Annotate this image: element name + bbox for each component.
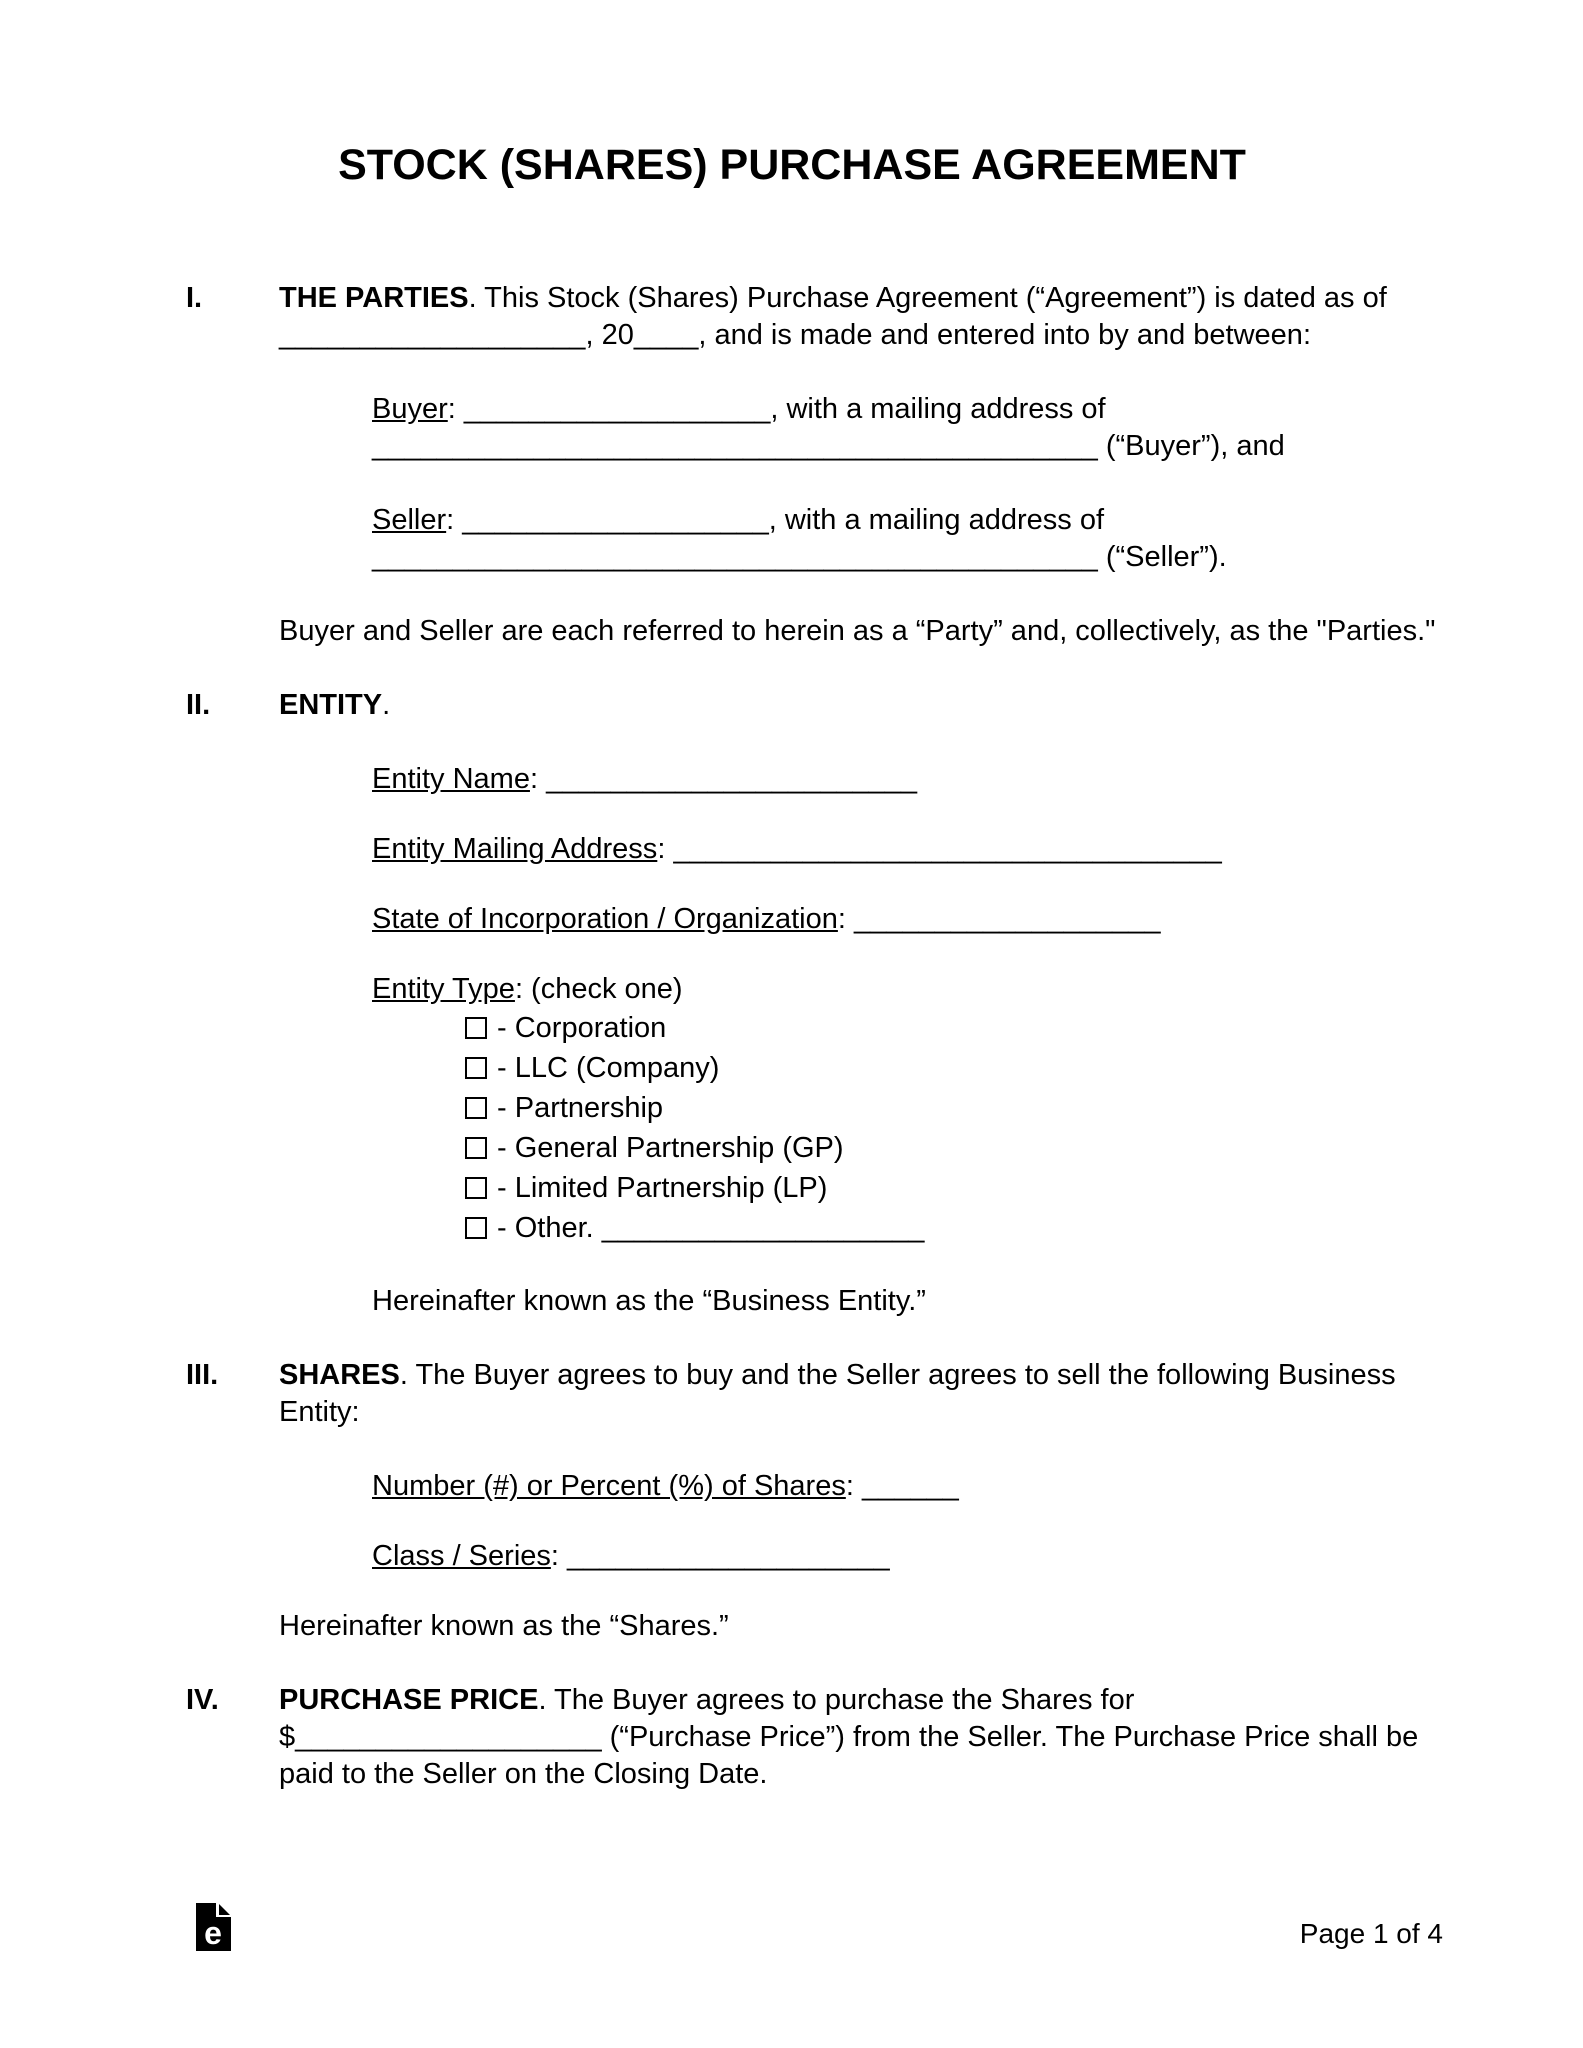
entity-mailing-address-sep: :	[657, 833, 674, 865]
checkbox-general-partnership[interactable]	[465, 1137, 487, 1159]
purchase-price-text-2: (“Purchase Price”) from the Seller. The Purchase Price shall be paid to the Seller on the Closing Date.	[279, 1721, 1419, 1790]
entity-type-suffix: : (check one)	[514, 973, 683, 1005]
buyer-label: Buyer	[372, 393, 448, 425]
class-series-blank[interactable]: ____________________	[567, 1540, 890, 1572]
class-series-row	[372, 1538, 1438, 1575]
option-dash: -	[497, 1212, 507, 1244]
option-corporation-label: Corporation	[514, 1012, 667, 1044]
entity-name-sep: :	[529, 763, 547, 795]
entity-mailing-address-blank[interactable]: __________________________________	[673, 833, 1222, 865]
entity-name-label: Entity Name	[372, 763, 530, 795]
seller-paragraph	[372, 502, 1438, 576]
option-partnership	[465, 1088, 1438, 1128]
buyer-text-1: , with a mailing address of	[770, 393, 1106, 425]
section-numeral-4: IV.	[186, 1684, 219, 1716]
seller-name-blank[interactable]: ___________________	[462, 504, 769, 536]
shares-number-row	[372, 1468, 1438, 1505]
section-entity	[186, 687, 1438, 1320]
section-the-parties	[186, 280, 1438, 650]
shares-number-label: Number (#) or Percent (%) of Shares	[372, 1470, 846, 1502]
option-dash: -	[497, 1132, 507, 1164]
buyer-name-blank[interactable]: ___________________	[463, 393, 771, 425]
option-llc	[465, 1048, 1438, 1088]
checkbox-limited-partnership[interactable]	[465, 1177, 487, 1199]
section-numeral-1: I.	[186, 282, 203, 314]
section-purchase-price	[186, 1682, 1438, 1793]
agreement-year-blank[interactable]: ____	[633, 319, 699, 351]
state-of-incorporation-sep: :	[837, 903, 855, 935]
entity-type-row	[372, 971, 1438, 1008]
option-dash: -	[497, 1092, 507, 1124]
state-of-incorporation-row	[372, 901, 1438, 938]
entity-type-label: Entity Type	[372, 973, 515, 1005]
parties-intro-text-1: . This Stock (Shares) Purchase Agreement (“Agreement”) is dated as of	[468, 282, 1387, 314]
option-limited-partnership	[465, 1168, 1438, 1208]
state-of-incorporation-label: State of Incorporation / Organization	[372, 903, 838, 935]
entity-closing-paragraph: Hereinafter known as the “Business Entity.”	[372, 1285, 926, 1317]
parties-intro-text-2: , 20	[585, 319, 634, 351]
state-of-incorporation-blank[interactable]: ___________________	[854, 903, 1161, 935]
option-dash: -	[497, 1172, 507, 1204]
section-body-entity	[279, 687, 1438, 1320]
option-dash: -	[497, 1052, 507, 1084]
section-body-shares	[279, 1357, 1438, 1645]
checkbox-corporation[interactable]	[465, 1017, 487, 1039]
seller-label-sep: :	[446, 504, 463, 536]
document-icon	[196, 1903, 231, 1951]
shares-closing-paragraph: Hereinafter known as the “Shares.”	[279, 1610, 729, 1642]
parties-closing-paragraph: Buyer and Seller are each referred to herein as a “Party” and, collectively, as the "Parties."	[279, 615, 1436, 647]
entity-name-blank[interactable]: _______________________	[546, 763, 918, 795]
section-shares	[186, 1357, 1438, 1645]
eforms-logo-letter: e	[204, 1915, 222, 1951]
option-partnership-label: Partnership	[514, 1092, 664, 1124]
entity-heading-period: .	[382, 689, 391, 721]
buyer-text-2: (“Buyer”), and	[1097, 430, 1285, 462]
class-series-label: Class / Series	[372, 1540, 551, 1572]
shares-intro-paragraph	[279, 1357, 1438, 1431]
document-title: STOCK (SHARES) PURCHASE AGREEMENT	[338, 141, 1246, 189]
option-limited-partnership-label: Limited Partnership (LP)	[514, 1172, 828, 1204]
purchase-price-heading: PURCHASE PRICE	[279, 1684, 539, 1716]
entity-type-options	[465, 1008, 1438, 1248]
seller-text-2: (“Seller”).	[1097, 541, 1227, 573]
shares-heading: SHARES	[279, 1359, 400, 1391]
entity-mailing-address-label: Entity Mailing Address	[372, 833, 658, 865]
checkbox-other[interactable]	[465, 1217, 487, 1239]
agreement-date-blank[interactable]: ___________________	[279, 319, 586, 351]
purchase-price-text-1: . The Buyer agrees to purchase the Shares for	[538, 1684, 1135, 1716]
section-body-parties	[279, 280, 1438, 650]
purchase-price-paragraph	[279, 1682, 1438, 1793]
option-general-partnership-label: General Partnership (GP)	[514, 1132, 844, 1164]
seller-address-blank[interactable]: _____________________________________________	[372, 541, 1098, 573]
seller-label: Seller	[372, 504, 447, 536]
buyer-label-sep: :	[447, 393, 464, 425]
option-other-label: Other.	[514, 1212, 594, 1244]
purchase-price-blank[interactable]: $___________________	[279, 1721, 602, 1753]
other-entity-type-blank[interactable]: ____________________	[601, 1212, 925, 1244]
checkbox-partnership[interactable]	[465, 1097, 487, 1119]
checkbox-llc[interactable]	[465, 1057, 487, 1079]
seller-text-1: , with a mailing address of	[768, 504, 1105, 536]
page-indicator: Page 1 of 4	[1299, 1918, 1443, 1949]
shares-intro-text: . The Buyer agrees to buy and the Seller agrees to sell the following Business Entity:	[279, 1359, 1396, 1428]
option-dash: -	[497, 1012, 507, 1044]
parties-intro-text-3: , and is made and entered into by and between:	[698, 319, 1311, 351]
option-corporation	[465, 1008, 1438, 1048]
option-llc-label: LLC (Company)	[514, 1052, 720, 1084]
shares-number-sep: :	[845, 1470, 862, 1502]
section-numeral-2: II.	[186, 689, 211, 721]
entity-heading: ENTITY	[279, 689, 383, 721]
shares-number-blank[interactable]: ______	[861, 1470, 959, 1502]
option-other	[465, 1208, 1438, 1248]
eforms-logo	[196, 1903, 231, 1951]
entity-mailing-address-row	[372, 831, 1438, 868]
page-footer	[0, 1898, 1583, 1958]
buyer-address-blank[interactable]: _____________________________________________	[372, 430, 1098, 462]
class-series-sep: :	[550, 1540, 568, 1572]
entity-name-row	[372, 761, 1438, 798]
entity-heading-paragraph	[279, 687, 1438, 724]
section-numeral-3: III.	[186, 1359, 219, 1391]
parties-intro-paragraph	[279, 280, 1438, 354]
section-body-purchase-price	[279, 1682, 1438, 1793]
option-general-partnership	[465, 1128, 1438, 1168]
parties-heading: THE PARTIES	[279, 282, 469, 314]
buyer-paragraph	[372, 391, 1438, 465]
